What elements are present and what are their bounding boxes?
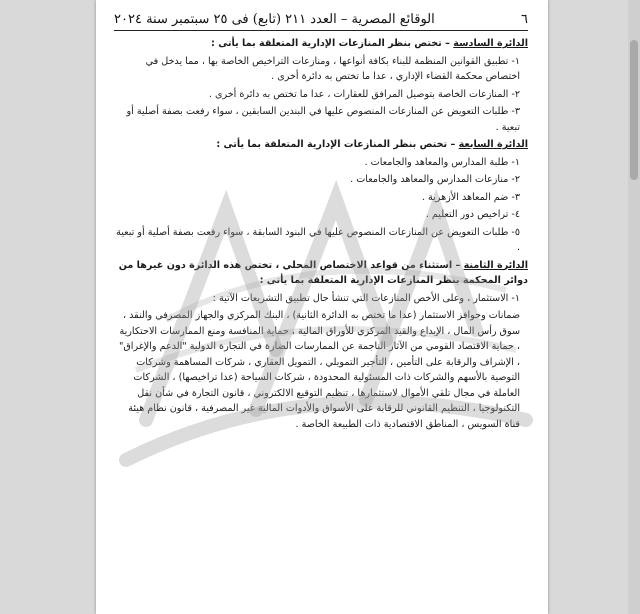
section-7-item-2: ٢- منازعات المدارس والمعاهد والجامعات . (350, 174, 520, 185)
section-8-item-1-details: ضمانات وحوافز الاستثمار (عدا ما تختص به الدائرة الثانية) ، البنك المركزي والجهاز المصرفي والنقد ، سوق رأس المال ، الإيداع والقيد المركزي للأوراق المالية ، حماية المنافسة ومنع الممارسات الاحتكارية ، حماية الاقتصاد القومي من الآثار الناجمة عن الممارسات الضارة في التجارة الدولية "الدعم والإغراق" ، الإشراف والرقابة على التأمين ، التأجير التمويلي ، التمويل العقاري ، شركات المساهمة وشركات التوصية بالأسهم والشركات ذات المسئولية المحدودة ، شركات السياحة (عدا تراخيصها) ، الشركات العاملة في مجال تلقي الأموال لاستثمارها ، تنظيم التوقيع الالكتروني ، قانون التجارة في شأن نقل التكنولوجيا ، التنظيم القانوني للرقابة على الأسواق والأدوات المالية غير المصرفية ، قانون نظام هيئة قناة السويس ، المناطق الاقتصادية ذات الطبيعة الخاصة . (118, 310, 520, 430)
section-7-intro-text: – تختص بنظر المنازعات الإدارية المتعلقة بما يأتى : (216, 139, 459, 150)
section-6-item-1: ١- تطبيق القوانين المنظمة للبناء بكافة أنواعها ، ومنازعات التراخيص الخاصة بها ، مما يدخل في اختصاص محكمة القضاء الإداري ، عدا ما تختص به دائرة أخرى . (145, 55, 520, 82)
section-6-intro (114, 36, 528, 52)
section-7-item-1: ١- طلبة المدارس والمعاهد والجامعات . (364, 156, 520, 168)
document-page (96, 0, 548, 614)
section-8-title: الدائرة الثامنة (463, 259, 528, 271)
section-6-item-2: ٢- المنازعات الخاصة بتوصيل المرافق للعقارات ، عدا ما تختص به دائرة أخرى . (208, 88, 520, 100)
section-7-intro (114, 137, 528, 153)
header-title: الوقائع المصرية – العدد ٢١١ (تابع) فى ٢٥ سبتمبر سنة ٢٠٢٤ (114, 11, 435, 27)
section-8-intro-text: – استثناء من قواعد الاختصاص المحلي ، تختص هذه الدائرة دون غيرها من دوائر المحكمة بنظر المنازعات الإدارية المتعلقة بما يأتى : (118, 259, 528, 286)
section-6-intro-text: – تختص بنظر المنازعات الإدارية المتعلقة بما يأتى : (211, 38, 454, 49)
section-6-item-3: ٣- طلبات التعويض عن المنازعات المنصوص عليها في البندين السابقين ، سواء رفعت بصفة أصلية أو تبعية . (126, 106, 520, 133)
section-8-item-1: ١- الاستثمار ، وعلى الأخص المنازعات التي تنشأ حال تطبيق التشريعات الآتية : (212, 292, 520, 304)
vertical-scrollbar[interactable] (628, 0, 640, 614)
scrollbar-thumb[interactable] (630, 40, 638, 180)
section-6-title: الدائرة السادسة (453, 38, 528, 49)
header-page-number: ٦ (521, 11, 528, 27)
page-header (114, 8, 528, 31)
section-8-intro (114, 258, 528, 289)
section-7-item-3: ٣- ضم المعاهد الأزهرية . (421, 191, 520, 203)
page-content (114, 36, 528, 434)
section-7-item-5: ٥- طلبات التعويض عن المنازعات المنصوص عليها في البنود السابقة ، سواء رفعت بصفة أصلية أو تبعية . (116, 226, 520, 253)
section-7-title: الدائرة السابعة (458, 139, 528, 150)
section-7-item-4: ٤- تراخيص دور التعليم . (425, 209, 520, 220)
